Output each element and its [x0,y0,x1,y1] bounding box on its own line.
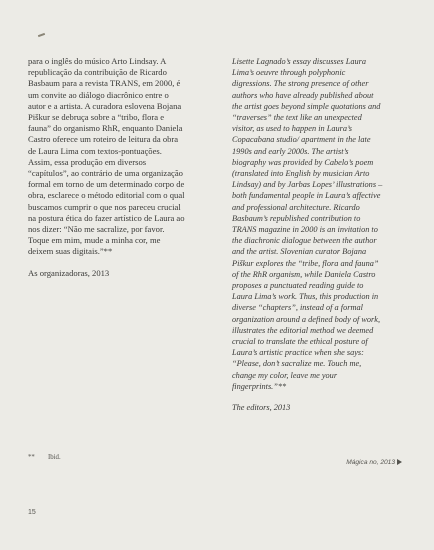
english-column [232,56,384,423]
english-signature: The editors, 2013 [232,403,291,413]
english-paragraph: Lisette Lagnado’s essay discusses Laura Lima’s oeuvre through polyphonic digressions. The strong presence of other authors who have already published about the artist goes beyond simple quotations and “traverses” the text like an unexpected visitor, as used to happen in Laura’s Copacabana studio/ apartment in the late 1990s and early 2000s. The artist’s biography was provided by Cabelo’s poem (translated into English by musician Arto Lindsay) and by Jarbas Lopes’ illustrations – both fundamental people in Laura’s affective and professional architecture. Ricardo Basbaum’s republished contribution to TRANS magazine in 2000 is an invitation to the diachronic dialogue between the author and the artist. Slovenian curator Bojana Piškur explores the “tribe, flora and fauna” of the RhR organism, while Daniela Castro proposes a punctuated reading guide to Laura Lima’s work. Thus, this production in diverse “chapters”, instead of a formal organization around a defined body of work, illustrates the editorial method we deemed crucial to translate the ethical posture of Laura’s artistic practice when she says: “Please, don’t sacralize me. Touch me, change my color, leave me your fingerprints.”** [232,57,383,391]
footnote-text: Ibid. [48,454,61,461]
portuguese-signature: As organizadoras, 2013 [28,267,110,278]
footnote [28,454,61,461]
pen-mark [38,33,45,37]
running-footer [346,459,402,466]
triangle-right-icon [397,459,402,465]
footnote-marker: ** [28,454,35,461]
portuguese-column [28,56,186,289]
running-footer-text: Mágica no, 2013 [346,459,395,466]
portuguese-paragraph: para o inglês do músico Arto Lindsay. A republicação da contribuição de Ricardo Basbaum para a revista TRANS, em 2000, é um convite ao diálogo diacrônico entre o autor e a artista. A curadora eslovena Bojana Piškur se debruça sobre a “tribo, flora e fauna” do organismo RhR, enquanto Daniela Castro oferece um roteiro de leitura da obra de Laura Lima com textos-pontuações. Assim, essa produção em diversos “capítulos”, ao contrário de uma organização formal em torno de um determinado corpo de obra, esclarece o método editorial com o qual buscamos cumprir o que nos pareceu crucial na postura ética do fazer artístico de Laura ao nos dizer: “Não me sacralize, por favor. Toque em mim, mude a minha cor, me deixem suas digitais.”** [28,56,185,257]
page-number: 15 [28,509,36,516]
